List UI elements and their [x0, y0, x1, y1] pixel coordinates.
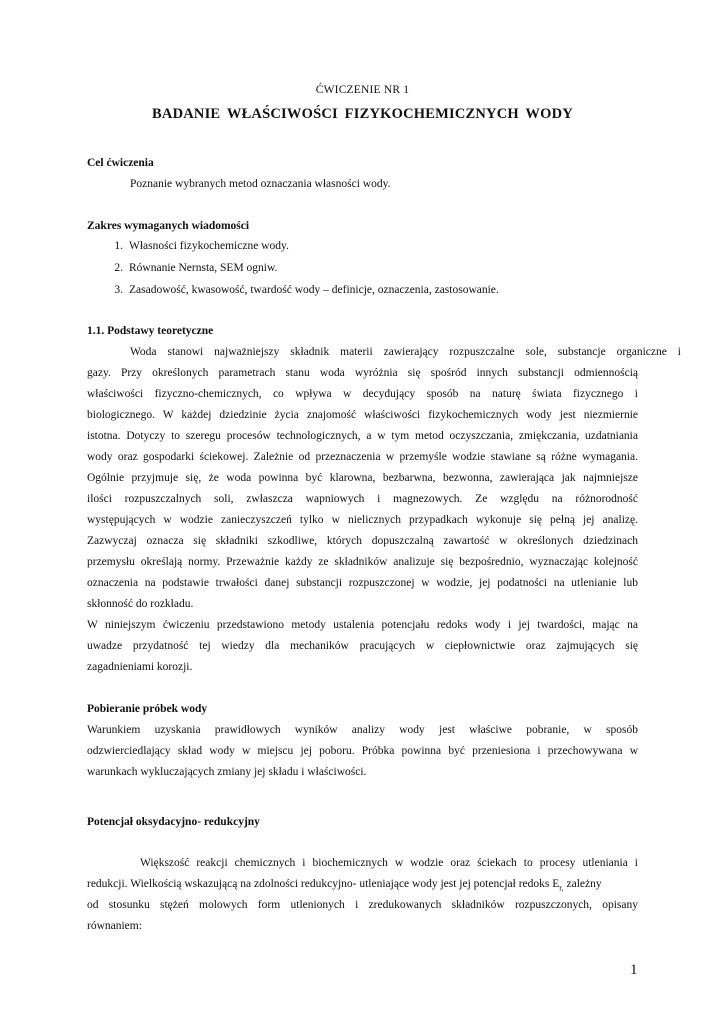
theory-line: wody oraz gospodarki ściekowej. Zależnie od przeznaczenia w przemyśle wodzie stawiane są różne wymagania.: [87, 451, 638, 463]
theory-line: występujących w wodzie zanieczyszczeń tylko w nielicznych przypadkach wykonuje się pełną jej analizę.: [87, 514, 638, 526]
theory-line: Zazwyczaj oznacza się składniki szkodliwe, których dopuszczalną zawartość w określonych dziedzinach: [87, 535, 638, 547]
document-title: BADANIE WŁAŚCIWOŚCI FIZYKOCHEMICZNYCH WODY: [152, 106, 573, 122]
list-item: 3. Zasadowość, kwasowość, twardość wody – definicje, oznaczenia, zastosowanie.: [114, 284, 499, 296]
theory-line: właściwości fizyczno-chemicznych, co wpływa w decydujący sposób na naturę świata fizycznego i: [87, 388, 638, 400]
page-number: 1: [630, 962, 638, 978]
theory-line: Ogólnie przyjmuje się, że woda powinna być klarowna, bezbarwna, bezwonna, zawierająca jak najmniejsze: [87, 472, 638, 484]
theory-line: zagadnieniami korozji.: [87, 661, 193, 673]
redox-line: redukcji. Wielkością wskazującą na zdolności redukcyjno- utleniające wody jest jej potencjał redoks $E_{r,}$ zależny: [87, 878, 602, 893]
exercise-number: ĆWICZENIE NR 1: [315, 84, 410, 96]
theory-heading: 1.1. Podstawy teoretyczne: [87, 325, 214, 337]
redox-line: równaniem:: [87, 920, 142, 932]
list-item: 1. Własności fizykochemiczne wody.: [114, 240, 289, 252]
sampling-line: odzwierciedlający skład wody w miejscu jej poboru. Próbka powinna być przeniesiona i przechowywana w: [87, 745, 638, 757]
theory-line: gazy. Przy określonych parametrach stanu woda wyróżnia się spośród innych substancji odmiennością: [87, 367, 638, 379]
theory-line: istotna. Dotyczy to szeregu procesów technologicznych, a w tym metod oczyszczania, zmiękczania, uzdatniania: [87, 430, 638, 442]
theory-line: przemysłu określają normy. Przeważnie każdy ze składników analizuje się bezpośrednio, wyznaczając kolejność: [87, 556, 638, 568]
theory-line: ilości rozpuszczalnych soli, zwłaszcza wapniowych i magnezowych. Ze względu na różnorodność: [87, 493, 638, 505]
list-item: 2. Równanie Nernsta, SEM ogniw.: [114, 262, 278, 274]
sampling-line: Warunkiem uzyskania prawidłowych wyników analizy wody jest właściwe pobranie, w sposób: [87, 724, 638, 736]
scope-heading: Zakres wymaganych wiadomości: [87, 220, 250, 232]
theory-line: oznaczenia na podstawie trwałości danej substancji rozpuszczonej w wodzie, jej podatności na utlenianie lub: [87, 577, 638, 589]
aim-text: Poznanie wybranych metod oznaczania własności wody.: [130, 178, 391, 190]
redox-heading: Potencjał oksydacyjno- redukcyjny: [87, 816, 260, 828]
theory-line: biologicznego. W każdej dziedzinie życia znajomość właściwości fizykochemicznych wody jest niezmiernie: [87, 409, 638, 421]
aim-heading: Cel ćwiczenia: [87, 157, 154, 169]
sampling-line: warunkach wykluczających zmiany jej składu i właściwości.: [87, 766, 367, 778]
sampling-heading: Pobieranie próbek wody: [87, 703, 208, 715]
theory-line: uwadze przydatność tej wiedzy dla mechaników pracujących w ciepłownictwie oraz zajmujących się: [87, 640, 638, 652]
theory-line: W niniejszym ćwiczeniu przedstawiono metody ustalenia potencjału redoks wody i jej twardości, mając na: [87, 619, 638, 631]
theory-line: skłonność do rozkładu.: [87, 598, 194, 610]
redox-line: Większość reakcji chemicznych i biochemicznych w wodzie oraz ściekach to procesy utleniania i: [140, 857, 638, 869]
redox-line: od stosunku stężeń molowych form utlenionych i zredukowanych składników rozpuszczonych, opisany: [87, 899, 638, 911]
theory-line: Woda stanowi najważniejszy składnik materii zawierający rozpuszczalne sole, substancje organiczne i: [130, 346, 681, 358]
